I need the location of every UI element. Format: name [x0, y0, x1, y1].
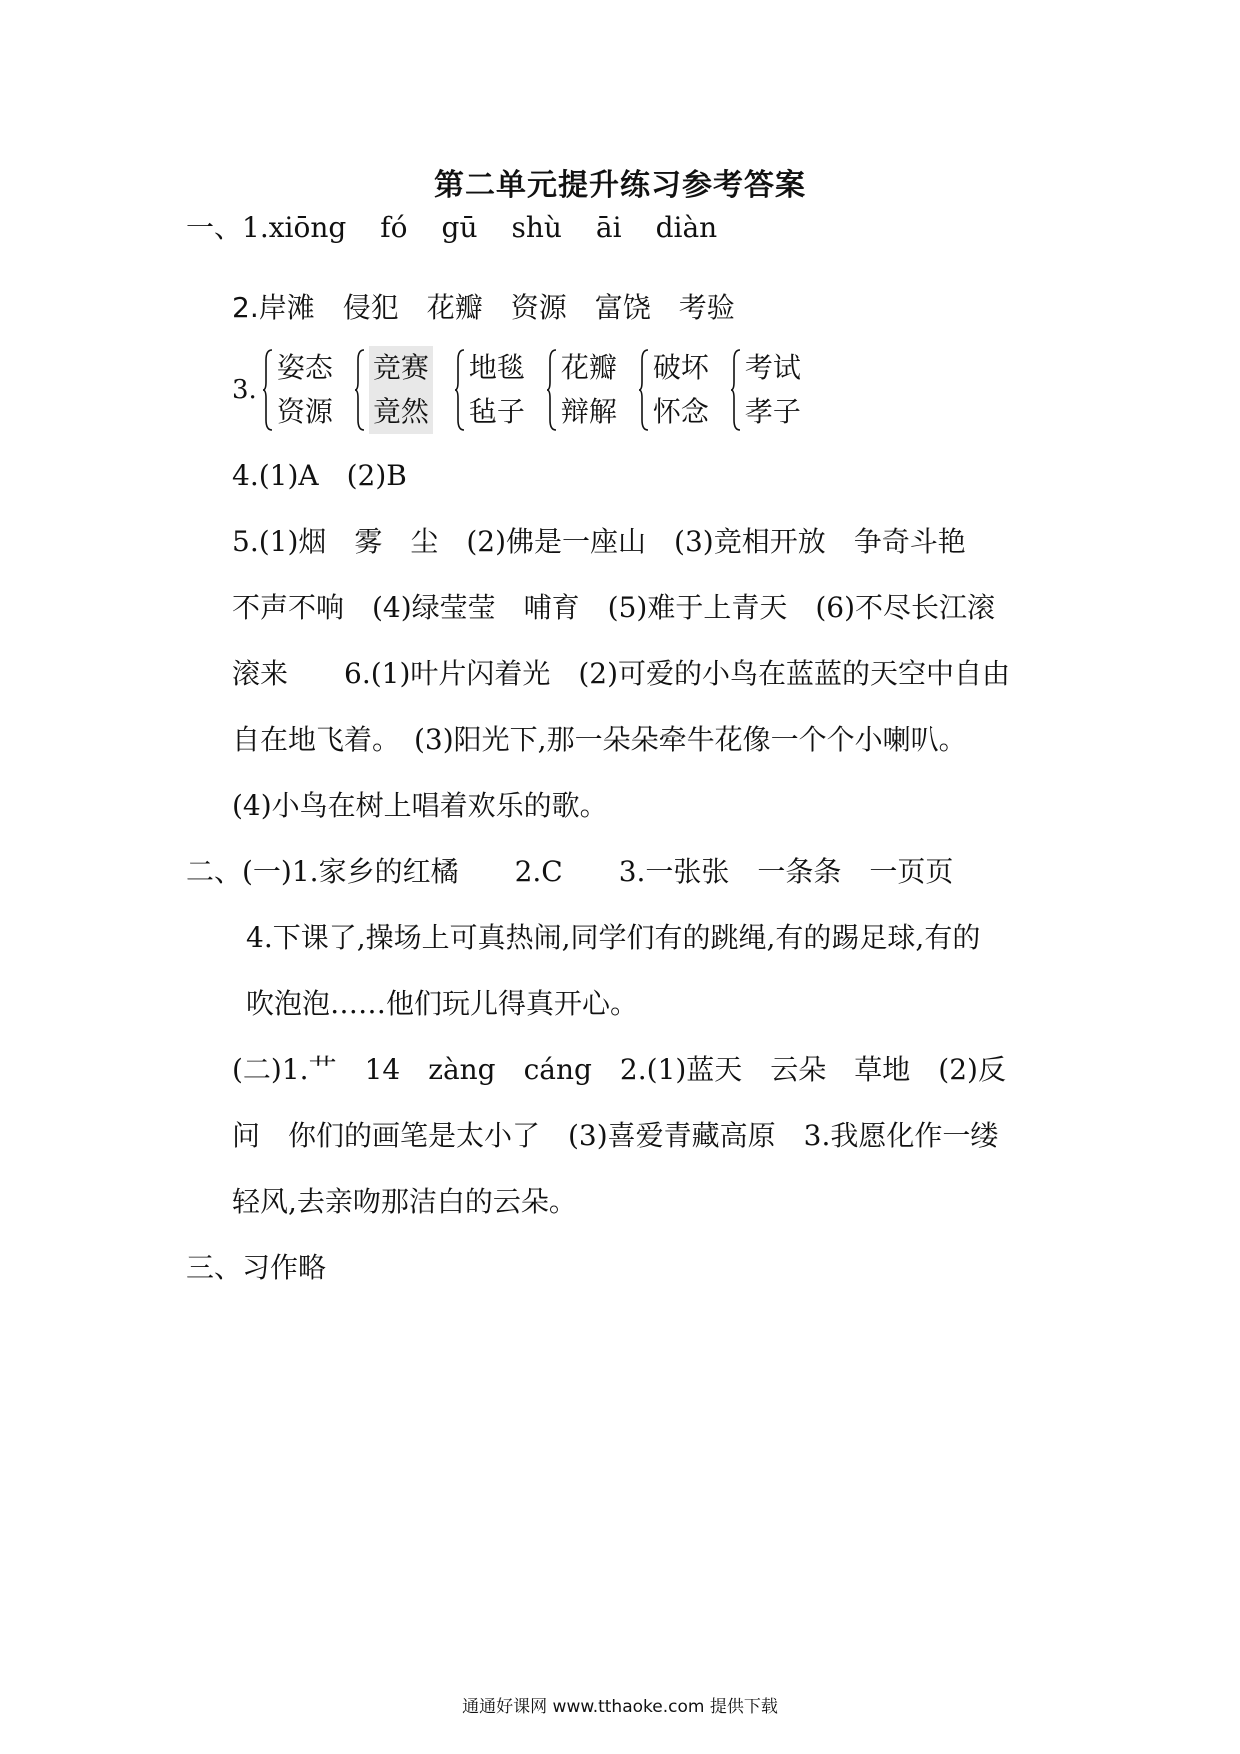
q5-line-5: (4)小鸟在树上唱着欢乐的歌。: [232, 789, 608, 822]
part2-line-2: 4.下课了,操场上可真热闹,同学们有的跳绳,有的踢足球,有的: [246, 921, 981, 954]
word-pair-2: [355, 346, 433, 434]
part2-line-4: (二)1.艹 14 zàng cáng 2.(1)蓝天 云朵 草地 (2)反: [232, 1053, 1006, 1086]
brace-icon: [731, 348, 741, 432]
part2-line-5: 问 你们的画笔是太小了 (3)喜爱青藏高原 3.我愿化作一缕: [232, 1119, 999, 1152]
pair-top: 姿态: [276, 351, 333, 384]
brace-icon: [355, 348, 365, 432]
q5-line-1: 5.(1)烟 雾 尘 (2)佛是一座山 (3)竞相开放 争奇斗艳: [232, 525, 966, 558]
brace-icon: [263, 348, 273, 432]
word-pair-1: [263, 346, 333, 434]
part3-line: 三、习作略: [186, 1251, 327, 1284]
pair-top: 花瓣: [560, 351, 617, 384]
page-title: 第二单元提升练习参考答案: [434, 168, 806, 203]
pair-bottom: 怀念: [652, 395, 709, 428]
q5-line-4: 自在地飞着。 (3)阳光下,那一朵朵牵牛花像一个个小喇叭。: [232, 723, 967, 756]
brace-icon: [455, 348, 465, 432]
brace-icon: [639, 348, 649, 432]
q4-answers: 4.(1)A (2)B: [232, 459, 407, 492]
q1-prefix: 一、1.: [186, 211, 269, 244]
brace-icon: [547, 348, 557, 432]
q1-pinyin-line: [186, 208, 751, 248]
word-pair-3: [455, 346, 525, 434]
pinyin-6: diàn: [655, 211, 718, 244]
q2-answers: 2.岸滩 侵犯 花瓣 资源 富饶 考验: [232, 291, 735, 324]
pair-top: 考试: [744, 351, 801, 384]
part2-line-3: 吹泡泡……他们玩儿得真开心。: [246, 987, 639, 1020]
word-pair-6: [731, 346, 801, 434]
word-pair-5: [639, 346, 709, 434]
footer-credit: 通通好课网 www.tthaoke.com 提供下载: [462, 1697, 778, 1717]
pinyin-5: āi: [595, 211, 622, 244]
pair-top: 竞赛: [372, 351, 429, 384]
pair-bottom: 竟然: [372, 395, 429, 428]
q5-line-3: 滚来 6.(1)叶片闪着光 (2)可爱的小鸟在蓝蓝的天空中自由: [232, 657, 1011, 690]
word-pair-4: [547, 346, 617, 434]
pair-top: 破坏: [652, 351, 709, 384]
part2-line-1: 二、(一)1.家乡的红橘 2.C 3.一张张 一条条 一页页: [186, 855, 954, 888]
pair-bottom: 孝子: [744, 395, 801, 428]
pinyin-1: xiōng: [268, 211, 347, 244]
q3-number: 3.: [232, 375, 257, 405]
q5-line-2: 不声不响 (4)绿莹莹 哺育 (5)难于上青天 (6)不尽长江滚: [232, 591, 995, 624]
pair-bottom: 资源: [276, 395, 333, 428]
part2-line-6: 轻风,去亲吻那洁白的云朵。: [232, 1185, 577, 1218]
q3-word-groups: [232, 346, 823, 434]
pinyin-2: fó: [380, 211, 408, 244]
pinyin-4: shù: [511, 211, 562, 244]
pinyin-3: gū: [441, 211, 478, 244]
pair-bottom: 毡子: [468, 395, 525, 428]
pair-top: 地毯: [468, 351, 525, 384]
pair-bottom: 辩解: [560, 395, 617, 428]
